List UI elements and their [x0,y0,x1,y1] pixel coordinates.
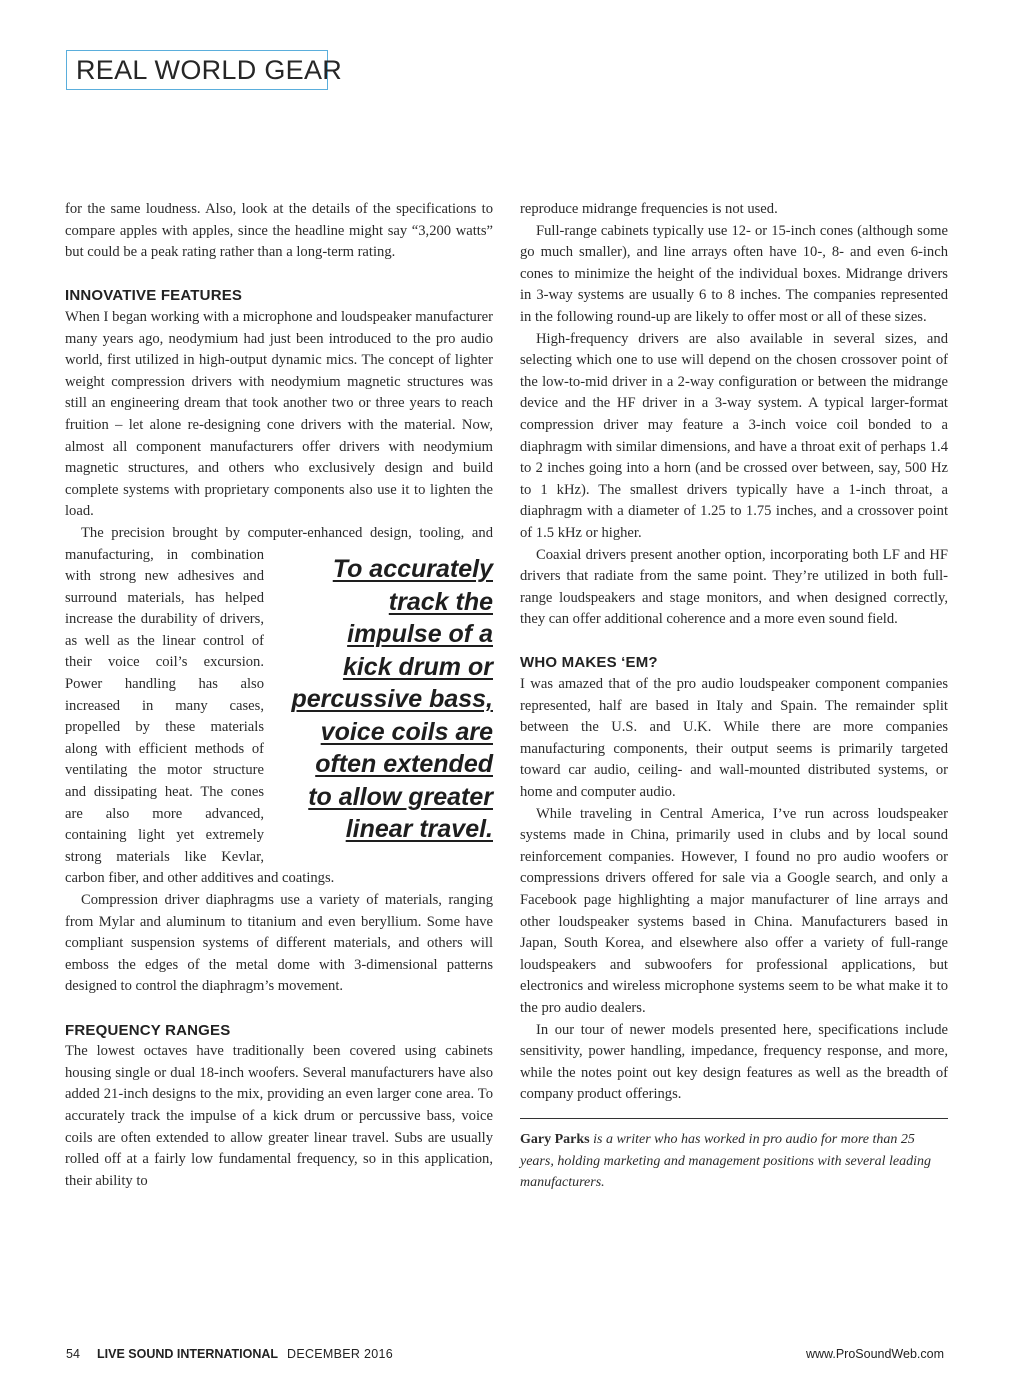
body-paragraph: Full-range cabinets typically use 12- or 15-inch cones (although some go much smaller), and line arrays often have 10-, 8- and even 6-inch cones to minimize the height of the individual boxes. Midrange drivers in 3-way systems are usually 6 to 8 inches. The companies represented in the following round-up are likely to offer most or all of these sizes. [520,222,948,325]
body-paragraph: Compression driver diaphragms use a variety of materials, ranging from Mylar and aluminum to titanium and even beryllium. Some have compliant suspension systems of different materials, and others will emboss the edges of the metal dome with 3-dimensional patterns designed to control the diaphragm’s movement. [65,892,493,995]
page-footer [66,1344,944,1364]
website-url: www.ProSoundWeb.com [805,1347,944,1361]
body-paragraph: I was amazed that of the pro audio loudspeaker component companies represented, half are based in Italy and Spain. The remainder split between the U.S. and U.K. While there are more companies manufacturing components, their output seems is primarily targeted toward car audio, ceiling- and wall-mounted distributed systems, or home and computer audio. [520,676,948,801]
pull-quote-line: percussive bass, [291,685,493,713]
body-paragraph: When I began working with a microphone and loudspeaker manufacturer many years ago, neodymium had just been introduced to the pro audio world, first utilized in high-output dynamic mics. The concept of lighter weight compression drivers with neodymium magnetic structures was still an engineering dream that took another two or three years to reach fruition – let alone re-designing cone drivers with the material. Now, almost all component manufacturers offer drivers with neodymium magnetic structures, and others who exclusively design and build complete systems with proprietary components also use it to lighten the load. [65,308,493,520]
author-name: Gary Parks [520,1131,590,1147]
issue-date: DECEMBER 2016 [287,1347,394,1361]
body-paragraph: In our tour of newer models presented here, specifications include sensitivity, power handling, impedance, frequency response, and more, while the notes point out key design features as well as the breadth of company product offerings. [520,1021,948,1103]
pull-quote-line: to allow greater [308,782,493,811]
body-paragraph: for the same loudness. Also, look at the details of the specifications to compare apples with apples, since the headline might say “3,200 watts” but could be a peak rating rather than a long-term rating. [65,201,493,261]
author-bio-text: is a writer who has worked in pro audio for more than 25 years, holding marketing and management positions with several leading manufacturers. [520,1131,932,1191]
right-column [520,199,948,1194]
section-heading-innovative-features: INNOVATIVE FEATURES [65,287,243,305]
publication-name: LIVE SOUND INTERNATIONAL [97,1347,279,1361]
pull-quote-line: voice coils are [320,717,493,746]
pull-quote-line: track the [388,587,493,616]
pull-quote-line: To accurately [332,555,493,583]
body-paragraph: The precision brought by computer-enhanced design, tooling, and manufacturing, in combination with strong new adhesives and surround materials, has helped increase the durability of drivers, as well as the linear control of their voice coil’s excursion. Power handling has also increased in many cases, propelled by these materials along with efficient methods of ventilating the motor structure and dissipating heat. The cones are also more advanced, containing light yet extremely strong materials like Kevlar, carbon fiber, and other additives and coatings. [65,524,493,887]
body-paragraph: While traveling in Central America, I’ve run across loudspeaker systems made in China, primarily used in clubs and by local sound reinforcement companies. However, I found no pro audio woofers or compressions drivers offered for sale via a Google search, and only a Facebook page highlighting a major manufacturer of line arrays and other loudspeaker systems based in China. Manufacturers based in Japan, South Korea, and elsewhere also offer a variety of full-range loudspeakers and subwoofers for professional applications, but electronics and wireless microphone systems seem to be what make it to the pro audio dealers. [520,805,948,1016]
body-paragraph: High-frequency drivers are also available in several sizes, and selecting which one to use will depend on the chosen crossover point of the low-to-mid driver in a 2-way configuration or between the midrange device and the HF driver in a 3-way system. A typical larger-format compression driver may feature a 3-inch voice coil bonded to a diaphragm with similar dimensions, and have a throat exit of perhaps 1.4 to 2 inches going into a horn (and be crossed over between, say, 500 Hz to 1 kHz). The smallest drivers typically have a 1-inch throat, a diaphragm with a diameter of 1.25 to 1.75 inches, and a crossover point of 1.5 kHz or higher. [520,330,948,541]
page-number: 54 [66,1347,80,1361]
pull-quote-line: often extended [315,750,493,778]
left-column [65,199,493,1192]
author-bio [520,1129,948,1194]
pull-quote-line: linear travel. [345,815,493,843]
body-paragraph: reproduce midrange frequencies is not used. [520,201,778,217]
section-label: REAL WORLD GEAR [66,50,328,90]
body-paragraph: Coaxial drivers present another option, incorporating both LF and HF drivers that radiate from the same point. They’re utilized in both full-range loudspeakers and stage monitors, and when designed correctly, they can offer additional coherence and a more even sound field. [520,546,948,628]
pull-quote [278,553,493,846]
pull-quote-line: kick drum or [342,652,493,681]
section-heading-who-makes-em: WHO MAKES ‘EM? [520,654,658,672]
body-paragraph: The lowest octaves have traditionally been covered using cabinets housing single or dual 18-inch woofers. Several manufacturers have also added 21-inch designs to the mix, providing an even larger cone area. To accurately track the impulse of a kick drum or percussive bass, voice coils are often extended to allow greater linear travel. Subs are usually rolled off at a fairly low fundamental frequency, so in this application, their ability to [65,1043,493,1189]
section-heading-frequency-ranges: FREQUENCY RANGES [65,1021,231,1039]
bio-divider [520,1118,948,1119]
pull-quote-line: impulse of a [347,620,493,648]
